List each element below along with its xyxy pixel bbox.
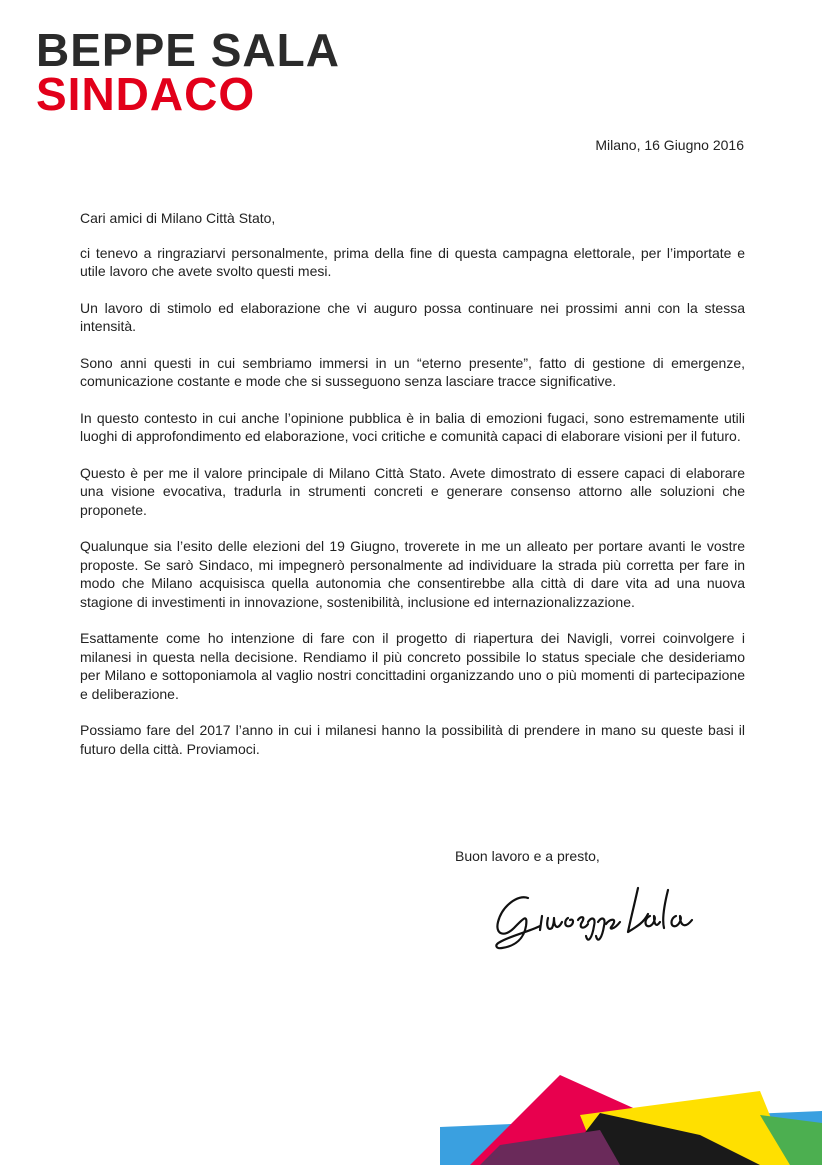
paragraph-6: Qualunque sia l’esito delle elezioni del 19 Giugno, troverete in me un alleato per portare avanti le vostre proposte. Se sarò Sindaco, mi impegnerò personalmente ad individuare la strada più corretta per fare in modo che Milano acquisisca quella autonomia che consentirebbe alla città di dare vita ad una nuova stagione di investimenti in innovazione, sostenibilità, inclusione ed internazionalizzazione.: [80, 538, 745, 610]
handwritten-signature-icon: [488, 876, 708, 956]
letter-body: [80, 209, 745, 776]
paragraph-7: Esattamente come ho intenzione di fare con il progetto di riapertura dei Navigli, vorrei coinvolgere i milanesi in questa nella decisione. Rendiamo il più concreto possibile lo status speciale che desideriamo per Milano e sottoponiamola al vaglio nostri concittadini organizzando uno o più momenti di partecipazione e deliberazione.: [80, 630, 745, 702]
letterhead-role: SINDACO: [36, 68, 256, 120]
paragraph-5: Questo è per me il valore principale di Milano Città Stato. Avete dimostrato di essere capaci di elaborare una visione evocativa, tradurla in strumenti concreti e generare consenso attorno alle soluzioni che proponete.: [80, 464, 745, 518]
letterhead: [36, 24, 340, 120]
letter-date: Milano, 16 Giugno 2016: [595, 137, 744, 153]
paragraph-4: In questo contesto in cui anche l’opinione pubblica è in balia di emozioni fugaci, sono estremamente utili luoghi di approfondimento ed elaborazione, voci critiche e comunità capaci di elaborare visioni per il futuro.: [80, 409, 745, 444]
closing-line: Buon lavoro e a presto,: [455, 848, 600, 864]
salutation: Cari amici di Milano Città Stato,: [80, 210, 276, 226]
paragraph-3: Sono anni questi in cui sembriamo immersi in un “eterno presente”, fatto di gestione di emergenze, comunicazione costante e mode che si susseguono senza lasciare tracce significative.: [80, 354, 745, 389]
letterhead-name: BEPPE SALA: [36, 24, 340, 76]
paragraph-1: ci tenevo a ringraziarvi personalmente, prima della fine di questa campagna elettorale, per l’importate e utile lavoro che avete svolto questi mesi.: [80, 244, 745, 279]
paragraph-8: Possiamo fare del 2017 l’anno in cui i milanesi hanno la possibilità di prendere in mano su queste basi il futuro della città. Proviamoci.: [80, 722, 745, 757]
color-triangles-decoration-icon: [0, 1075, 822, 1165]
paragraph-2: Un lavoro di stimolo ed elaborazione che vi auguro possa continuare nei prossimi anni con la stessa intensità.: [80, 299, 745, 334]
